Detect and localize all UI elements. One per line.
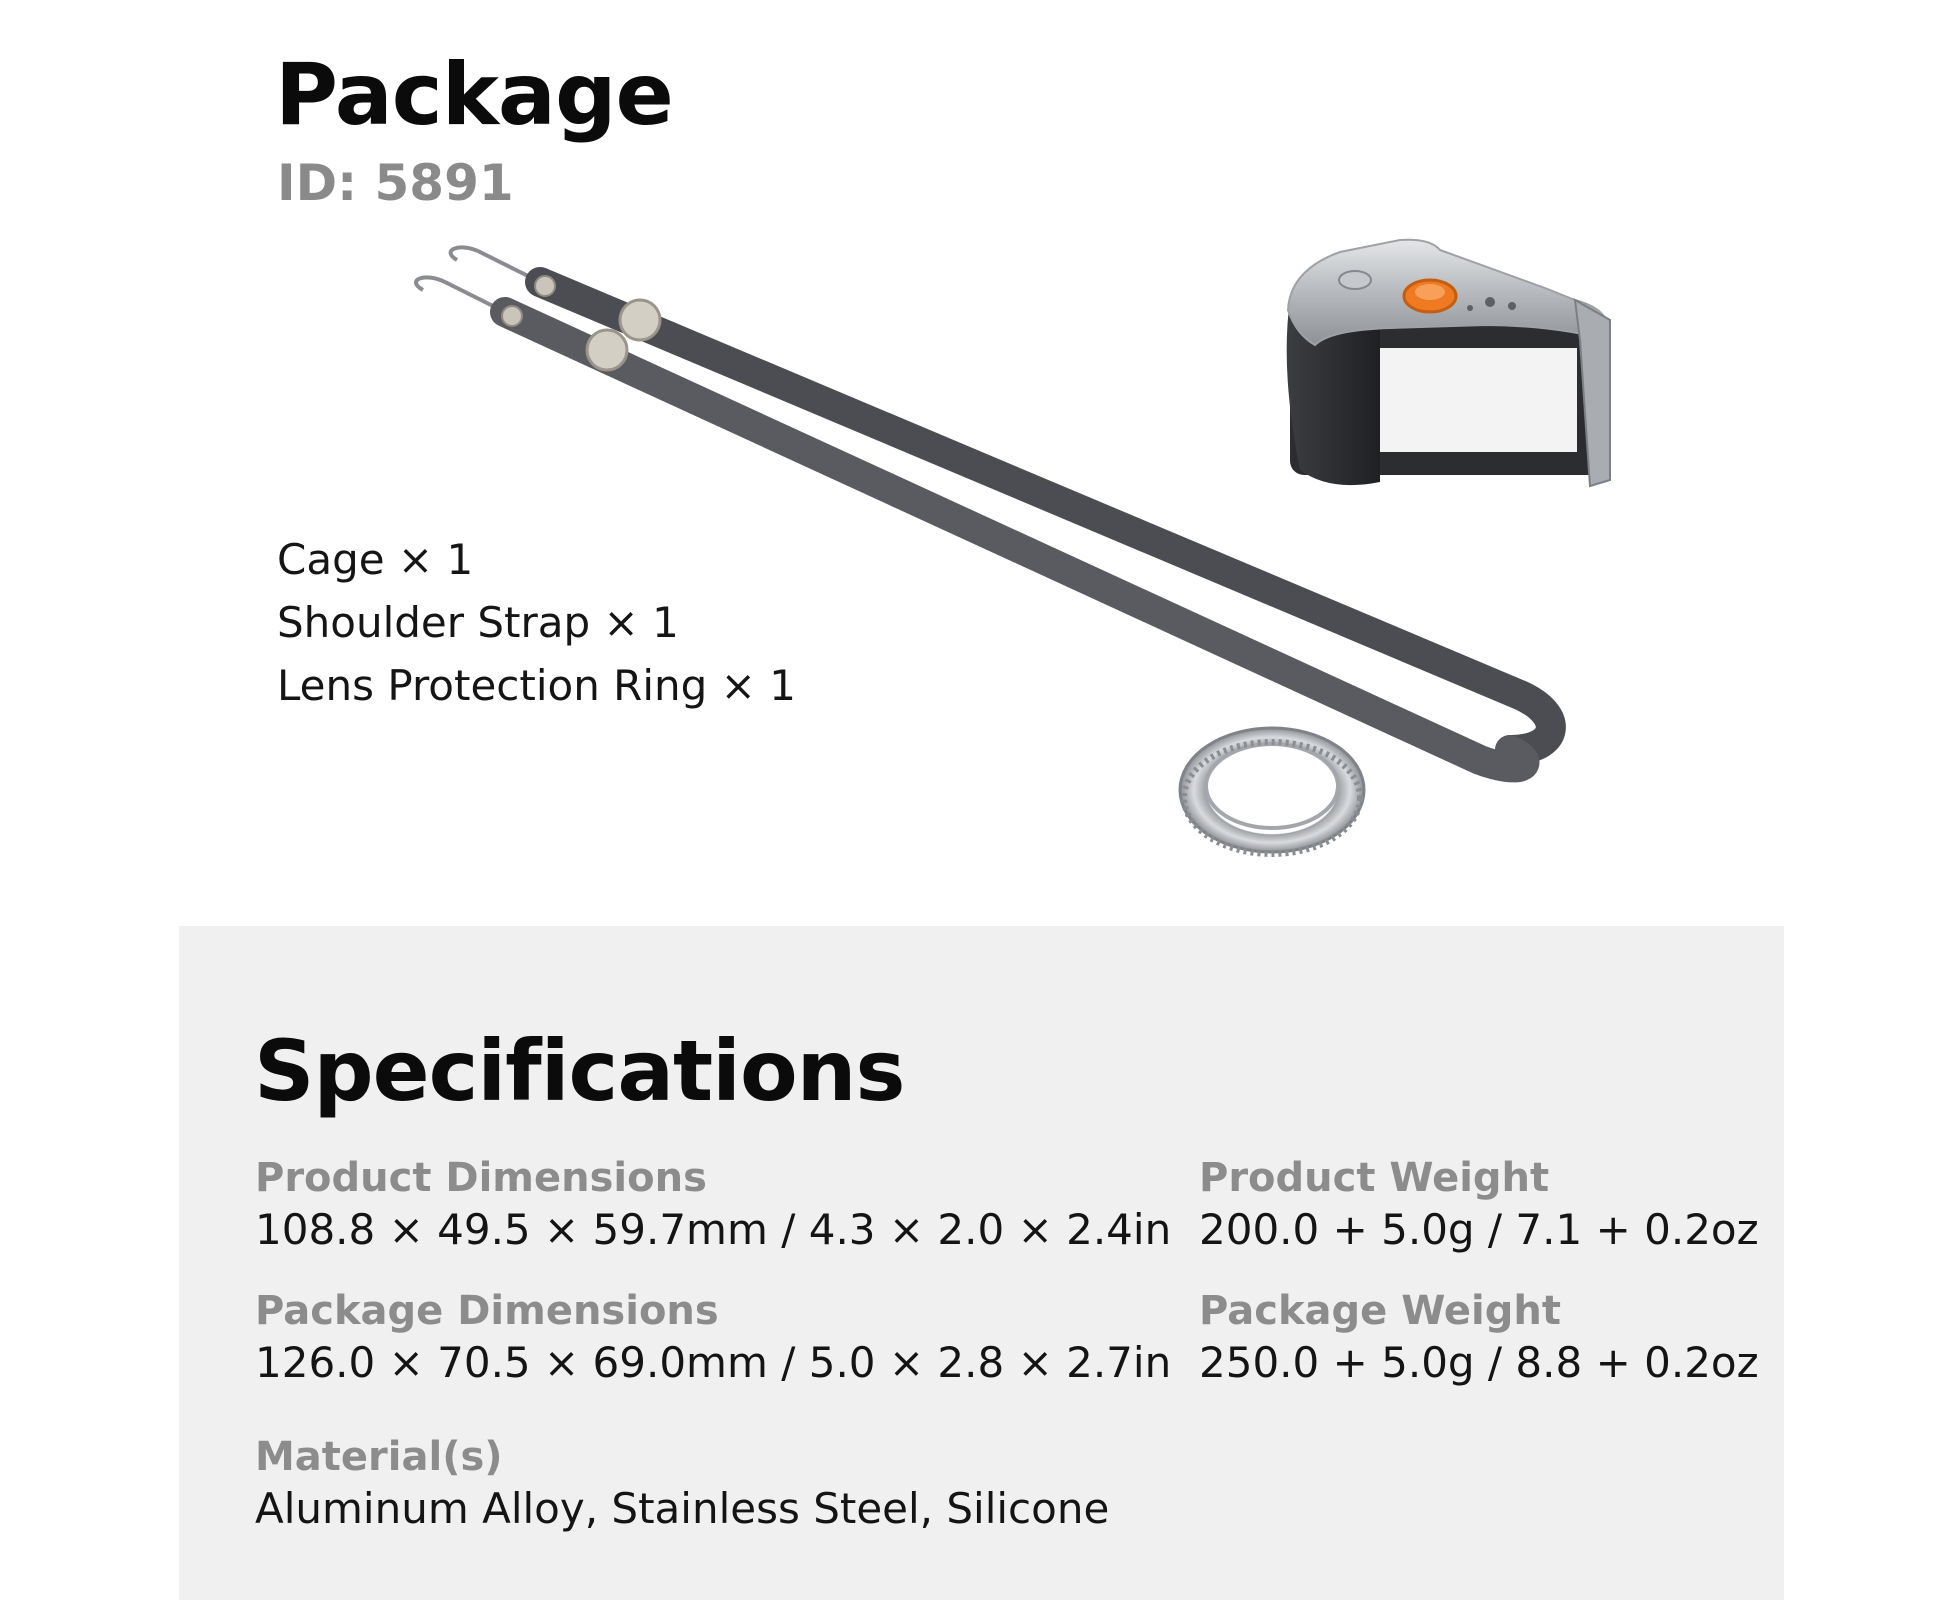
spec-value: 126.0 × 70.5 × 69.0mm / 5.0 × 2.8 × 2.7in [255,1338,1172,1387]
spec-label: Product Dimensions [255,1155,707,1201]
specifications-panel [179,926,1784,1600]
package-item-shoulder-strap: Shoulder Strap × 1 [277,598,679,647]
package-title: Package [275,45,673,145]
spec-label: Package Dimensions [255,1288,719,1334]
spec-product-dimensions [255,1152,1171,1256]
spec-label: Material(s) [255,1434,503,1480]
spec-value: 250.0 + 5.0g / 8.8 + 0.2oz [1199,1338,1759,1387]
spec-value: 108.8 × 49.5 × 59.7mm / 4.3 × 2.0 × 2.4in [255,1205,1172,1254]
package-item-cage: Cage × 1 [277,535,474,584]
spec-package-dimensions [255,1285,1171,1389]
specifications-title: Specifications [254,1022,905,1120]
package-item-lens-ring: Lens Protection Ring × 1 [277,661,796,710]
spec-materials [255,1431,1109,1535]
product-image [400,230,1750,870]
camera-cage [1287,240,1610,486]
spec-value: Aluminum Alloy, Stainless Steel, Silicone [255,1484,1110,1533]
spec-package-weight [1199,1285,1759,1389]
spec-label: Package Weight [1199,1288,1561,1334]
spec-product-weight [1199,1152,1759,1256]
package-id: ID: 5891 [277,154,514,212]
spec-label: Product Weight [1199,1155,1550,1201]
lens-protection-ring [1180,728,1364,854]
spec-value: 200.0 + 5.0g / 7.1 + 0.2oz [1199,1205,1759,1254]
